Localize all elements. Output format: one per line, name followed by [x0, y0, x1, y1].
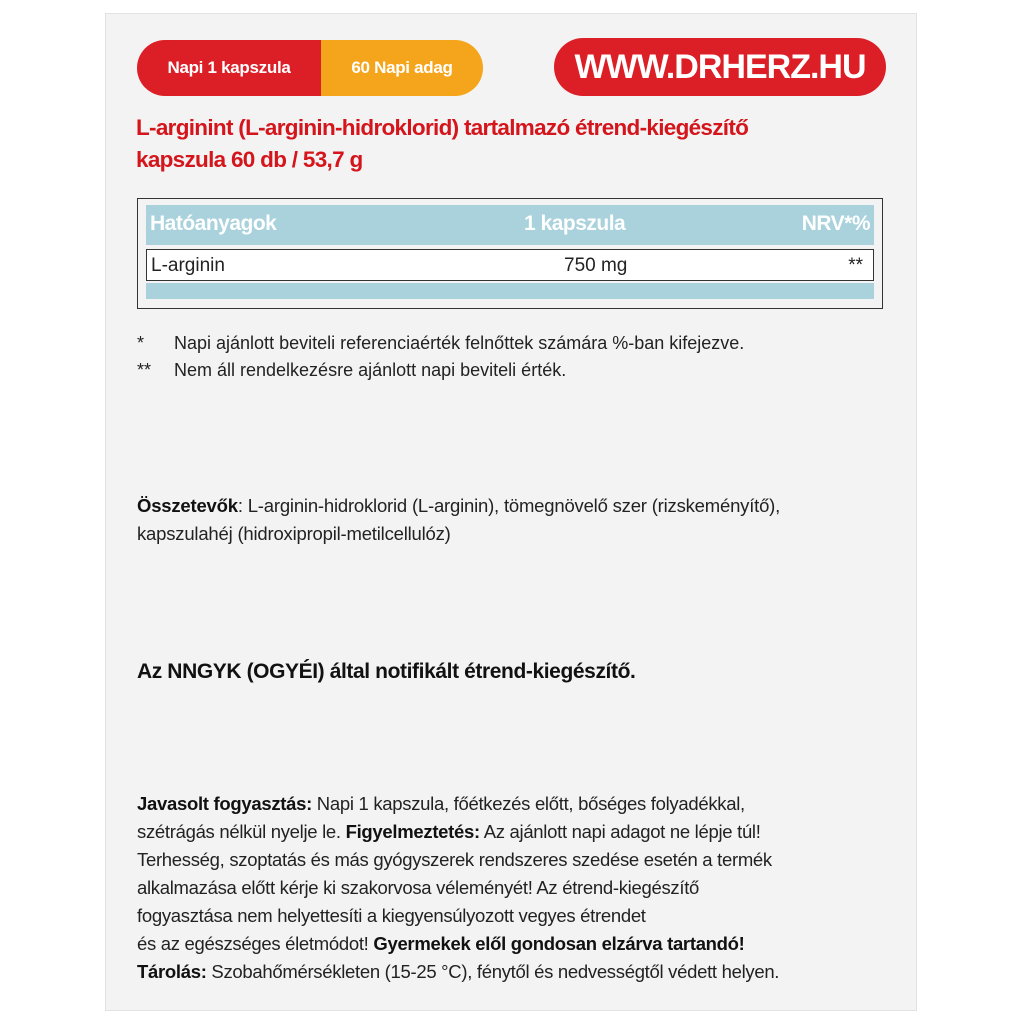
- usage-text: alkalmazása előtt kérje ki szakorvosa véleményét! Az étrend-kiegészítő: [137, 877, 700, 898]
- table-row: [146, 249, 874, 281]
- footnote-mark: *: [137, 333, 145, 353]
- header-active-ingredients: Hatóanyagok: [150, 212, 277, 235]
- product-title: [136, 112, 896, 176]
- header-per-capsule: 1 kapszula: [524, 212, 626, 235]
- servings-badge: 60 Napi adag: [321, 40, 483, 96]
- nutrition-table: [137, 198, 883, 309]
- daily-dose-badge: Napi 1 kapszula: [137, 40, 321, 96]
- usage-text: és az egészséges életmódot!: [137, 933, 374, 954]
- nutrition-table-footer: [146, 283, 874, 299]
- warning-text: Az ajánlott napi adagot ne lépje túl!: [479, 821, 761, 842]
- consumption-text: Napi 1 kapszula, főétkezés előtt, bőséges folyadékkal,: [311, 793, 745, 814]
- usage-text: fogyasztása nem helyettesíti a kiegyensúlyozott vegyes étrendet: [137, 905, 646, 926]
- usage-text: Terhesség, szoptatás és más gyógyszerek rendszeres szedése esetén a termék: [137, 849, 772, 870]
- ingredients-text: : L-arginin-hidroklorid (L-arginin), tömegnövelő szer (rizskeményítő),: [237, 495, 781, 516]
- ingredients-label: Összetevők: [137, 495, 238, 516]
- warning-label: Figyelmeztetés:: [345, 821, 480, 842]
- ingredients-text: kapszulahéj (hidroxipropil-metilcellulóz): [137, 523, 451, 544]
- footnote-text: Nem áll rendelkezésre ajánlott napi beviteli érték.: [174, 360, 567, 380]
- footnote-text: Napi ajánlott beviteli referenciaérték felnőttek számára %-ban kifejezve.: [174, 333, 745, 353]
- website-badge: WWW.DRHERZ.HU: [554, 38, 886, 96]
- ingredients-section: [137, 492, 877, 548]
- storage-label: Tárolás:: [137, 961, 207, 982]
- product-title-line: kapszula 60 db / 53,7 g: [136, 147, 363, 172]
- ingredient-name: L-arginin: [151, 255, 225, 276]
- nutrition-table-header: [146, 205, 874, 245]
- consumption-label: Javasolt fogyasztás:: [137, 793, 312, 814]
- children-warning: Gyermekek elől gondosan elzárva tartandó!: [373, 933, 745, 954]
- ingredient-amount: 750 mg: [564, 255, 628, 276]
- header-nrv: NRV*%: [801, 212, 870, 235]
- usage-text: szétrágás nélkül nyelje le.: [137, 821, 346, 842]
- notification-notice: Az NNGYK (OGYÉI) által notifikált étrend-kiegészítő.: [137, 660, 636, 683]
- ingredient-nrv: **: [848, 255, 863, 276]
- product-title-line: L-arginint (L-arginin-hidroklorid) tartalmazó étrend-kiegészítő: [136, 115, 749, 140]
- storage-text: Szobahőmérsékleten (15-25 °C), fénytől és nedvességtől védett helyen.: [206, 961, 780, 982]
- usage-section: [137, 790, 897, 986]
- footnote-mark: **: [137, 360, 152, 380]
